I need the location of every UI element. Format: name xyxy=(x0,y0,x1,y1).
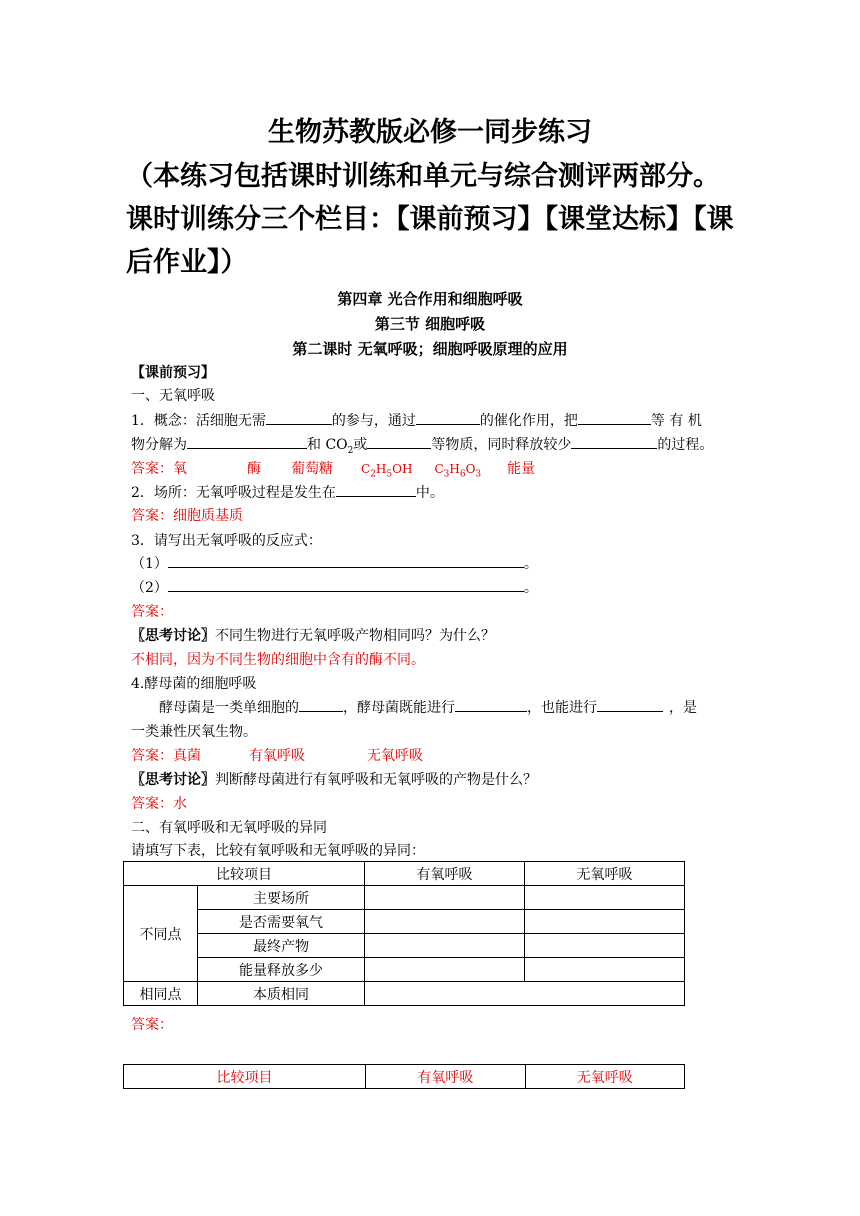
answer-cell[interactable] xyxy=(365,886,525,910)
table-answer-label: 答案： xyxy=(131,1017,173,1033)
table-cell: 主要场所 xyxy=(198,886,365,910)
table-row xyxy=(124,934,685,958)
answer-cell[interactable] xyxy=(525,886,685,910)
q2-line: 2．场所：无氧呼吸过程是发生在 中。 xyxy=(131,482,444,502)
blank[interactable] xyxy=(367,434,431,449)
think1-answer: 不相同，因为不同生物的细胞中含有的酶不同。 xyxy=(131,652,425,668)
q4-answer: 答案：真菌 有氧呼吸 无氧呼吸 xyxy=(131,748,423,764)
answer-cell[interactable] xyxy=(365,982,685,1006)
q4-line1: 酵母菌是一类单细胞的 ，酵母菌既能进行 ，也能进行 ，是 xyxy=(159,697,697,717)
table-row xyxy=(124,982,685,1006)
q3-answer: 答案： xyxy=(131,604,173,620)
preview-heading: 【课前预习】 xyxy=(131,365,215,381)
table-row xyxy=(124,862,685,886)
table-header: 无氧呼吸 xyxy=(525,862,685,886)
blank[interactable] xyxy=(266,410,332,425)
table-row xyxy=(124,1065,685,1089)
blank[interactable] xyxy=(416,410,480,425)
table-cell: 是否需要氧气 xyxy=(198,910,365,934)
table-header: 无氧呼吸 xyxy=(525,1065,684,1089)
table-cell: 能量释放多少 xyxy=(198,958,365,982)
table-cell: 本质相同 xyxy=(198,982,365,1006)
think2-answer: 答案：水 xyxy=(131,796,187,812)
answer-cell[interactable] xyxy=(365,910,525,934)
page-title: 生物苏教版必修一同步练习 xyxy=(268,117,592,148)
blank[interactable] xyxy=(597,697,663,712)
same-label: 相同点 xyxy=(124,982,198,1006)
answer-cell[interactable] xyxy=(525,958,685,982)
table-row xyxy=(124,886,685,910)
part2-heading: 二、有氧呼吸和无氧呼吸的异同 xyxy=(131,820,327,836)
think2: 〖思考讨论〗判断酵母菌进行有氧呼吸和无氧呼吸的产物是什么？ xyxy=(131,772,537,788)
answer-table xyxy=(123,1064,685,1089)
q3-line: 3．请写出无氧呼吸的反应式： xyxy=(131,533,322,549)
table-row xyxy=(124,910,685,934)
q1-line1: 1．概念：活细胞无需 的参与，通过 的催化作用，把 等 有 机 xyxy=(131,410,702,430)
blank[interactable] xyxy=(168,553,524,568)
blank[interactable] xyxy=(336,482,416,497)
answer-cell[interactable] xyxy=(525,910,685,934)
q4-line2: 一类兼性厌氧生物。 xyxy=(131,724,257,740)
table-cell: 最终产物 xyxy=(198,934,365,958)
q3-eq1: （1） 。 xyxy=(131,553,538,573)
blank[interactable] xyxy=(168,577,524,592)
ethanol-formula: $C_2H_5OH$ xyxy=(361,462,413,480)
table-header: 有氧呼吸 xyxy=(365,862,525,886)
q3-eq2: （2） 。 xyxy=(131,577,538,597)
lesson-heading: 第二课时 无氧呼吸；细胞呼吸原理的应用 xyxy=(292,340,568,358)
part1-heading: 一、无氧呼吸 xyxy=(131,388,215,404)
comparison-table xyxy=(123,861,685,1006)
blank[interactable] xyxy=(299,697,343,712)
blank[interactable] xyxy=(187,434,307,449)
answer-cell[interactable] xyxy=(525,934,685,958)
section-heading: 第三节 细胞呼吸 xyxy=(374,315,486,333)
chapter-heading: 第四章 光合作用和细胞呼吸 xyxy=(337,290,523,308)
intro-paragraph: （本练习包括课时训练和单元与综合测评两部分。课时训练分三个栏目：【课前预习】【课堂达标】【课后作业】） xyxy=(126,161,734,278)
q1-line2: 物分解为 和 $CO_2$或 等物质，同时释放较少 的过程。 xyxy=(131,434,713,456)
q1-answer: 答案：氧 酶 葡萄糖 $C_2H_5OH$ $C_3H_6O_3$ 能量 xyxy=(131,461,536,480)
q4-heading: 4.酵母菌的细胞呼吸 xyxy=(131,676,257,692)
table-header: 比较项目 xyxy=(124,862,365,886)
think1: 〖思考讨论〗不同生物进行无氧呼吸产物相同吗？为什么？ xyxy=(131,628,495,644)
q2-answer: 答案：细胞质基质 xyxy=(131,508,243,524)
blank[interactable] xyxy=(455,697,527,712)
table-row xyxy=(124,958,685,982)
answer-cell[interactable] xyxy=(365,958,525,982)
part2-intro: 请填写下表，比较有氧呼吸和无氧呼吸的异同： xyxy=(131,843,425,859)
diff-label: 不同点 xyxy=(124,886,198,982)
lactic-acid-formula: $C_3H_6O_3$ xyxy=(434,462,482,480)
table-header: 比较项目 xyxy=(124,1065,366,1089)
blank[interactable] xyxy=(578,410,651,425)
table-header: 有氧呼吸 xyxy=(366,1065,525,1089)
answer-cell[interactable] xyxy=(365,934,525,958)
blank[interactable] xyxy=(571,434,657,449)
